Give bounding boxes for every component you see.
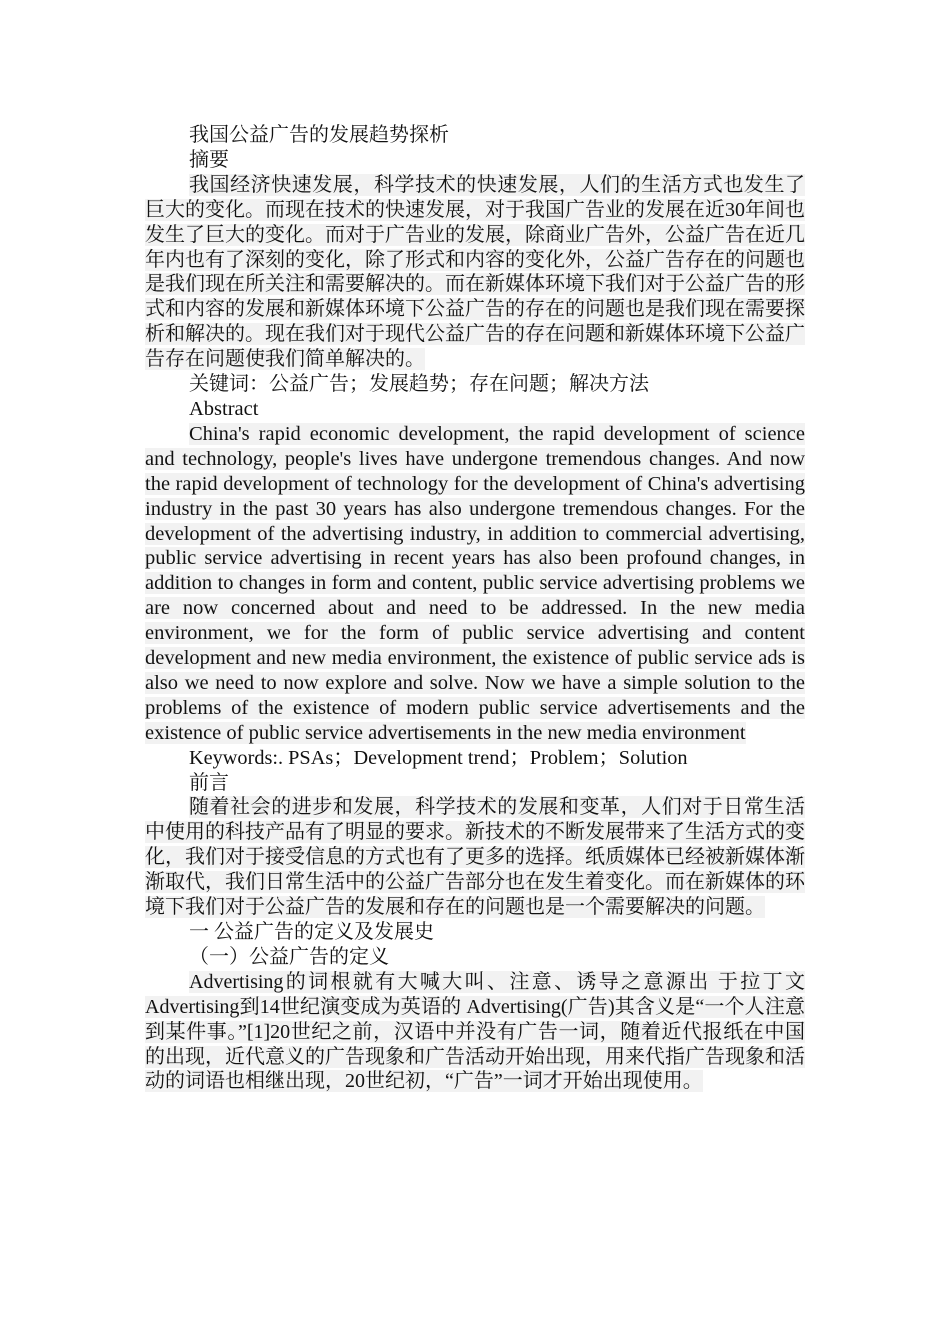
subsection-1-heading: （一）公益广告的定义	[189, 945, 389, 968]
keywords-cn: 关键词：公益广告；发展趋势；存在问题；解决方法	[189, 373, 649, 396]
preface-text: 随着社会的进步和发展，科学技术的发展和变革，人们对于日常生活中使用的科技产品有了明显的要求。新技术的不断发展带来了生活方式的变化，我们对于接受信息的方式也有了更多的选择。纸质媒体已经被新媒体渐渐取代，我们日常生活中的公益广告部分也在发生着变化。而在新媒体的环境下我们对于公益广告的发展和存在的问题也是一个需要解决的问题。	[145, 796, 805, 919]
document-page	[145, 123, 805, 1094]
definition-text: Advertising的词根就有大喊大叫、注意、诱导之意源出 于拉丁文Advertising到14世纪演变成为英语的 Advertising(广告)其含义是“一个人注意到某件事。”[1]20世纪之前，汉语中并没有广告一词，随着近代报纸在中国的出现，近代意义的广告现象和广告活动开始出现，用来代指广告现象和活动的词语也相继出现，20世纪初，“广告”一词才开始出现使用。	[145, 970, 805, 1093]
keywords-en: Keywords:. PSAs；Development trend；Problem；Solution	[189, 746, 688, 769]
preface-heading: 前言	[189, 771, 229, 794]
abstract-heading: 摘要	[189, 148, 229, 171]
abstract-cn-paragraph	[145, 173, 805, 372]
abstract-en-heading: Abstract	[189, 397, 259, 420]
preface-paragraph	[145, 795, 805, 920]
definition-paragraph	[145, 970, 805, 1095]
document-title: 我国公益广告的发展趋势探析	[189, 124, 449, 146]
abstract-en-paragraph	[145, 422, 805, 746]
abstract-en-text: China's rapid economic development, the rapid development of science and technology, people's lives have undergone tremendous changes. And now the rapid development of technology for the development of China's advertising industry in the past 30 years has also undergone tremendous changes. For the development of the advertising industry, in addition to commercial advertising, public service advertising in recent years has also been profound changes, in addition to changes in form and content, public service advertising problems we are now concerned about and need to be addressed. In the new media environment, we for the form of public service advertising and content development and new media environment, the existence of public service ads is also we need to now explore and solve. Now we have a simple solution to the problems of the existence of modern public service advertisements and the existence of public service advertisements in the new media environment	[145, 422, 805, 744]
abstract-cn-text: 我国经济快速发展，科学技术的快速发展，人们的生活方式也发生了巨大的变化。而现在技术的快速发展，对于我国广告业的发展在近30年间也发生了巨大的变化。而对于广告业的发展，除商业广告外，公益广告在近几年内也有了深刻的变化，除了形式和内容的变化外，公益广告存在的问题也是我们现在所关注和需要解决的。而在新媒体环境下我们对于公益广告的形式和内容的发展和新媒体环境下公益广告的存在的问题也是我们现在需要探析和解决的。现在我们对于现代公益广告的存在问题和新媒体环境下公益广告存在问题使我们简单解决的。	[145, 173, 805, 371]
section-1-heading: 一 公益广告的定义及发展史	[189, 921, 434, 943]
